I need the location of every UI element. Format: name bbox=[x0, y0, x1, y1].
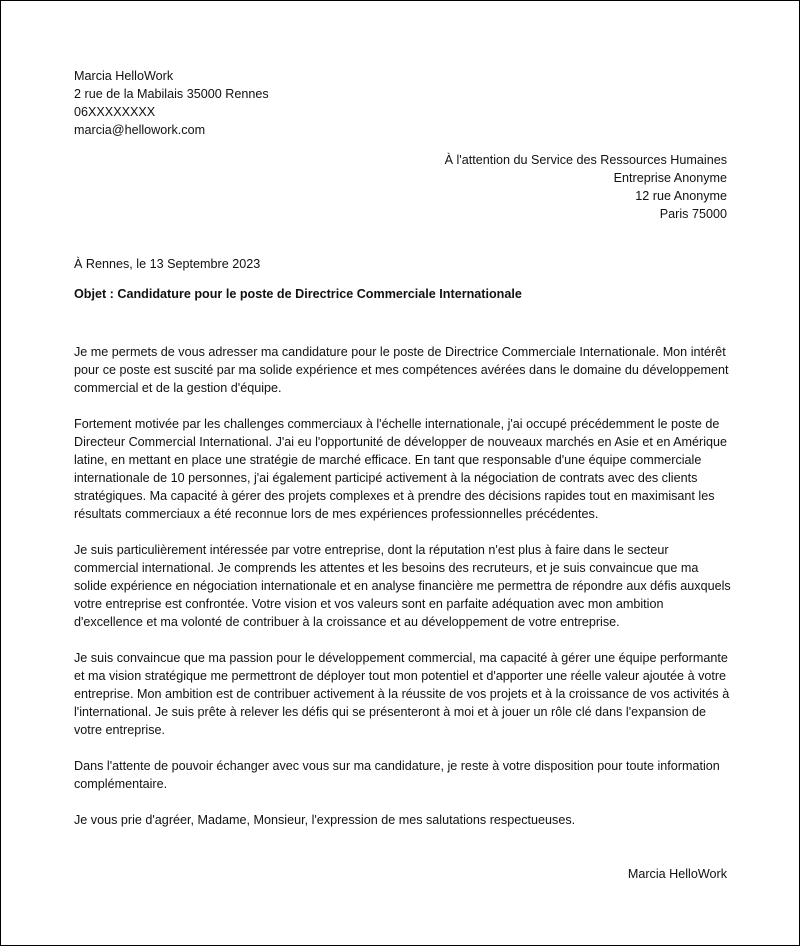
sender-email: marcia@hellowork.com bbox=[74, 123, 206, 137]
letter-subject: Objet : Candidature pour le poste de Directrice Commerciale Internationale bbox=[74, 287, 522, 301]
paragraph-motivation: Je suis convaincue que ma passion pour le développement commercial, ma capacité à gérer une équipe performante et ma vision stratégique me permettront de déployer tout mon potentiel et d'apporter une réelle valeur ajoutée à votre entreprise. Mon ambition est de contribuer activement à la réussite de vos projets et à la croissance de vos activités à l'international. Je suis prête à relever les défis qui se présenteront à moi et à jouer un rôle clé dans l'expansion de votre entreprise. bbox=[74, 651, 730, 737]
recipient-block bbox=[445, 151, 727, 223]
recipient-company: Entreprise Anonyme bbox=[613, 171, 727, 185]
paragraph-company-interest: Je suis particulièrement intéressée par votre entreprise, dont la réputation n'est plus à faire dans le secteur commercial international. Je comprends les attentes et les besoins des recruteurs, et je suis convaincue que ma solide expérience en négociation internationale et en analyse financière me permettra de répondre aux défis auxquels votre entreprise est confrontée. Votre vision et vos valeurs sont en parfaite adéquation avec mon ambition d'excellence et ma volonté de contribuer à la croissance et au développement de votre entreprise. bbox=[74, 543, 731, 629]
paragraph-introduction: Je me permets de vous adresser ma candidature pour le poste de Directrice Commerciale Internationale. Mon intérêt pour ce poste est suscité par ma solide expérience et mes compétences avérées dans le domaine du développement commercial et de la gestion d'équipe. bbox=[74, 345, 729, 395]
sender-name: Marcia HelloWork bbox=[74, 69, 174, 83]
sender-address: 2 rue de la Mabilais 35000 Rennes bbox=[74, 87, 269, 101]
paragraph-availability: Dans l'attente de pouvoir échanger avec vous sur ma candidature, je reste à votre disposition pour toute information complémentaire. bbox=[74, 759, 720, 791]
sender-block bbox=[74, 67, 269, 139]
letter-body bbox=[74, 343, 734, 847]
place-date: À Rennes, le 13 Septembre 2023 bbox=[74, 257, 261, 271]
recipient-city: Paris 75000 bbox=[659, 207, 727, 221]
recipient-street: 12 rue Anonyme bbox=[635, 189, 727, 203]
paragraph-experience: Fortement motivée par les challenges commerciaux à l'échelle internationale, j'ai occupé précédemment le poste de Directeur Commercial International. J'ai eu l'opportunité de développer de nouveaux marchés en Asie et en Amérique latine, en mettant en place une stratégie de marché efficace. En tant que responsable d'une équipe commerciale internationale de 10 personnes, j'ai également participé activement à la négociation de contrats avec des clients stratégiques. Ma capacité à gérer des projets complexes et à prendre des décisions rapides tout en maximisant les résultats commerciaux a été reconnue lors de mes expériences professionnelles précédentes. bbox=[74, 417, 728, 521]
recipient-attention: À l'attention du Service des Ressources Humaines bbox=[444, 153, 727, 167]
sender-phone: 06XXXXXXXX bbox=[74, 105, 156, 119]
paragraph-closing: Je vous prie d'agréer, Madame, Monsieur, l'expression de mes salutations respectueuses. bbox=[74, 813, 576, 827]
signature: Marcia HelloWork bbox=[627, 867, 727, 881]
